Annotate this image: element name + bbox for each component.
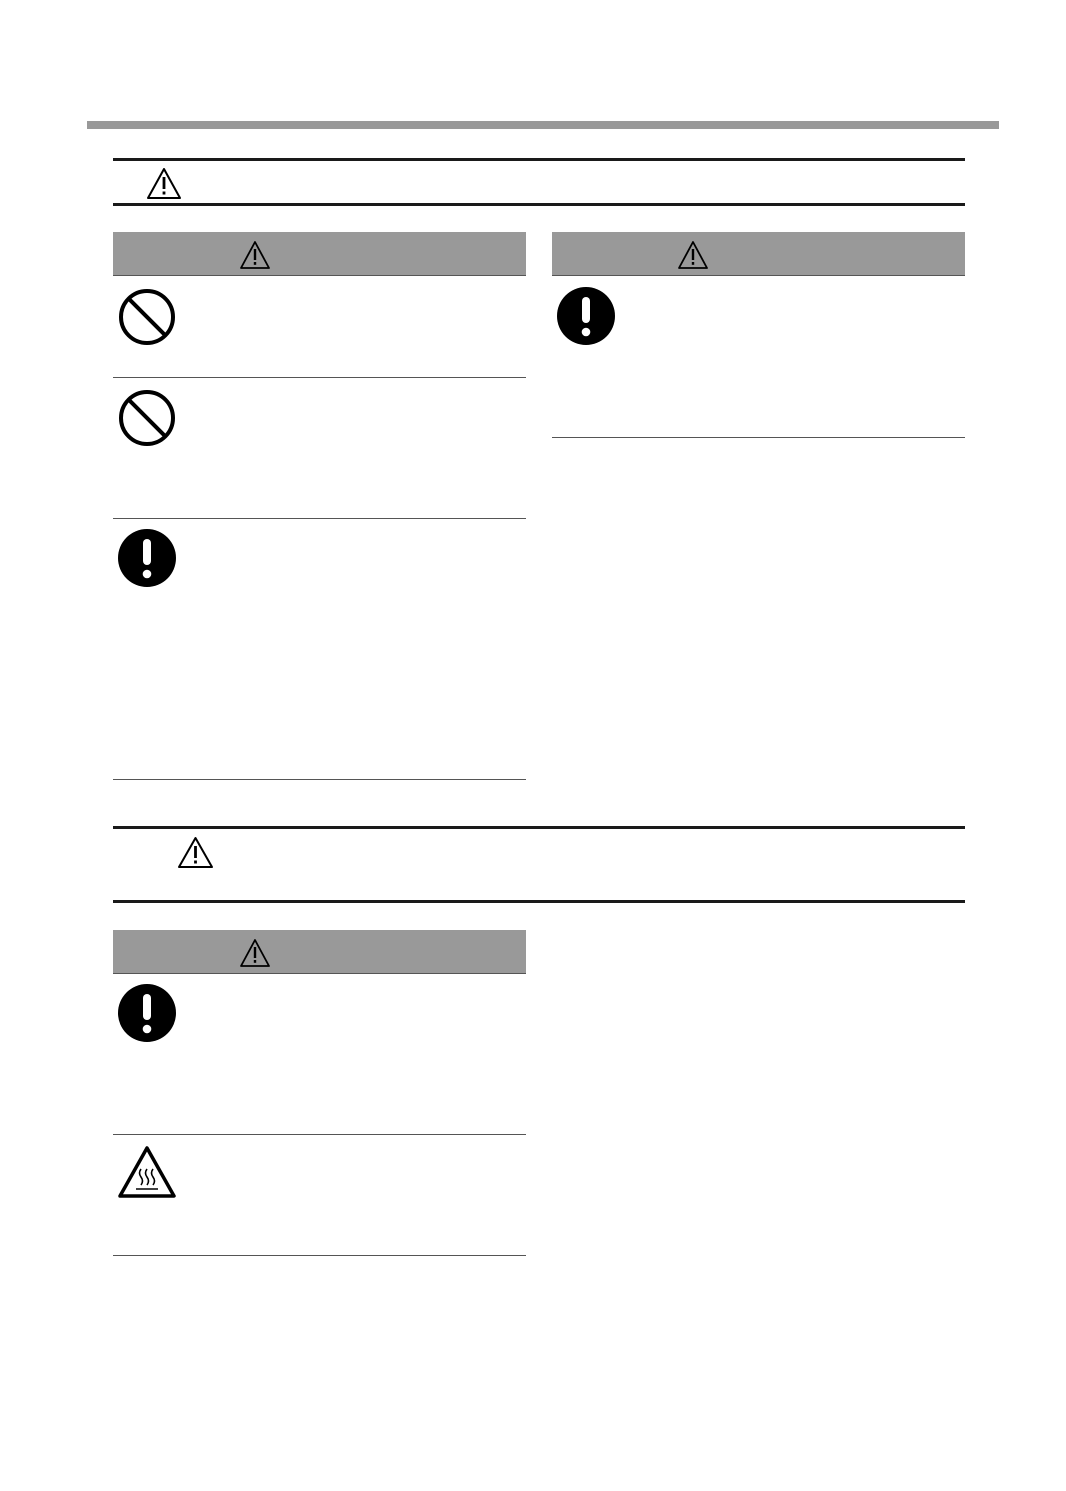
section2-top-rule (113, 826, 965, 829)
section1-left-panel-header (113, 232, 526, 276)
warning-triangle-icon (239, 240, 271, 270)
row-divider (113, 518, 526, 519)
page-top-bar (87, 121, 999, 129)
row-divider (113, 1134, 526, 1135)
mandatory-action-icon (118, 529, 176, 587)
hot-surface-icon (117, 1145, 177, 1200)
mandatory-action-icon (118, 984, 176, 1042)
section1-top-rule (113, 158, 965, 161)
row-divider (552, 437, 965, 438)
section2-left-panel-header (113, 930, 526, 974)
warning-triangle-icon (239, 938, 271, 968)
section2-bottom-rule (113, 900, 965, 903)
warning-triangle-icon (146, 167, 182, 200)
mandatory-action-icon (557, 287, 615, 345)
row-divider (113, 1255, 526, 1256)
warning-triangle-icon (677, 240, 709, 270)
row-divider (113, 779, 526, 780)
prohibition-icon (118, 389, 176, 447)
section1-bottom-rule (113, 203, 965, 206)
row-divider (113, 377, 526, 378)
warning-triangle-icon (177, 836, 214, 869)
section1-right-panel-header (552, 232, 965, 276)
prohibition-icon (118, 288, 176, 346)
